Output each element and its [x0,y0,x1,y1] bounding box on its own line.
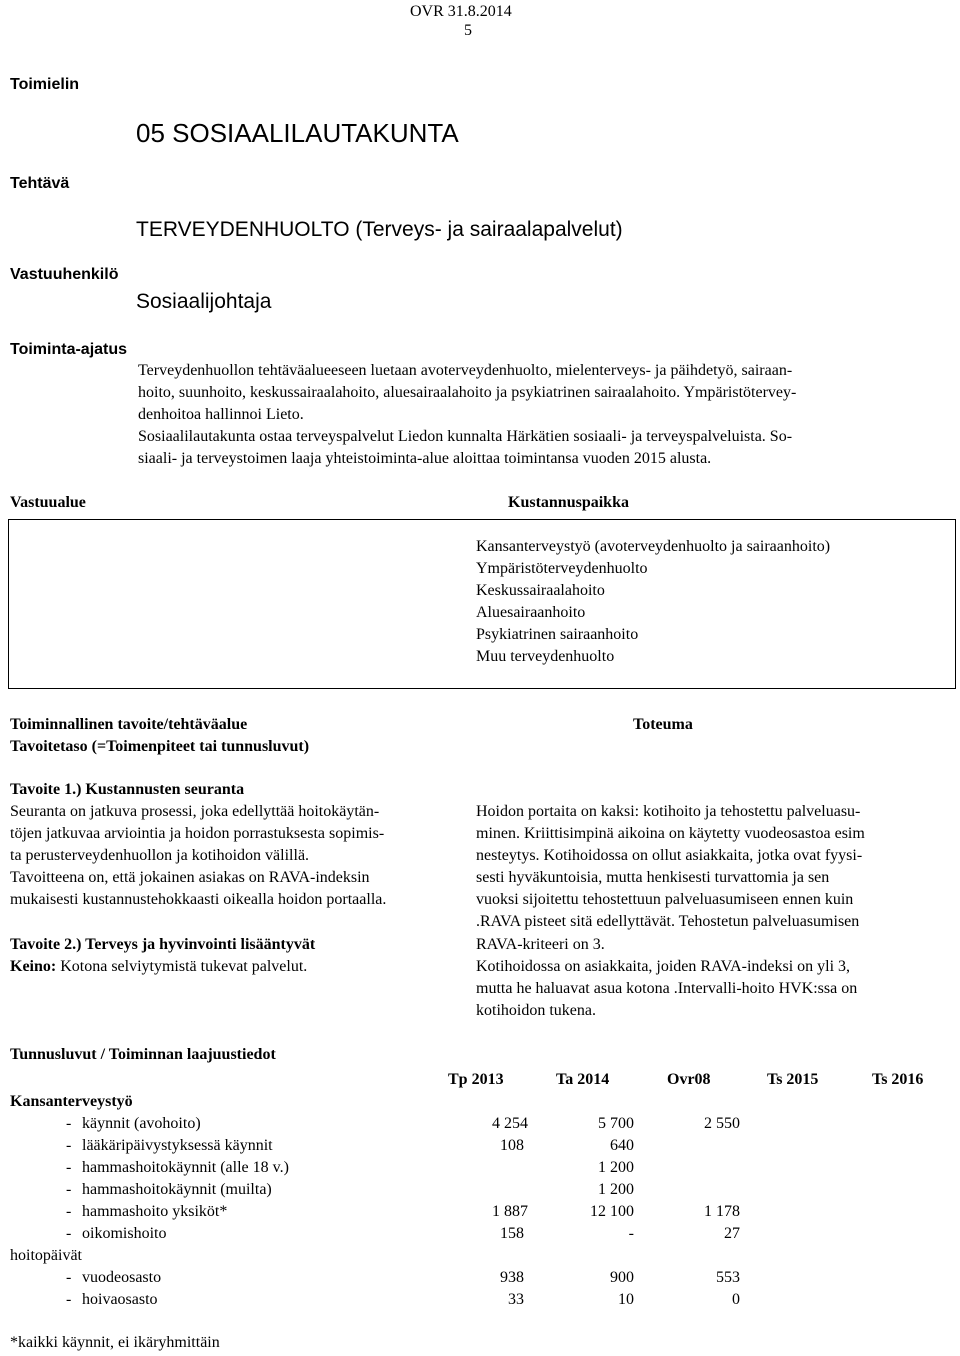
goal2-keino [10,958,307,976]
document-id: OVR 31.8.2014 [410,3,512,20]
column-header: Ts 2016 [872,1071,924,1088]
toimielin-value: 05 SOSIAALILAUTAKUNTA [136,118,459,148]
text-line: vuoksi sijoitettu tehostettuun palveluasumiseen ennen kuin [476,891,854,908]
row-bullet: - [66,1159,72,1176]
text-line: Hoidon portaita on kaksi: kotihoito ja tehostettu palveluasu- [476,803,861,820]
column-header: Tp 2013 [448,1071,504,1088]
row-label: hammashoitokäynnit (alle 18 v.) [82,1159,289,1176]
goals-subheading: Tavoitetaso (=Toimenpiteet tai tunnusluvut) [10,738,310,755]
cell-ta2014: - [628,1225,634,1242]
row-bullet: - [66,1225,72,1242]
vastuuhenkilo-label: Vastuuhenkilö [10,266,119,283]
text-line: Seuranta on jatkuva prosessi, joka edellyttää hoitokäytän- [10,803,380,820]
cell-ta2014: 900 [610,1269,634,1286]
cell-tp2013: 1 887 [492,1203,528,1220]
cell-ta2014: 1 200 [598,1159,634,1176]
cell-ta2014: 1 200 [598,1181,634,1198]
text-line: Terveydenhuollon tehtäväalueeseen luetaan avoterveydenhuolto, mielenterveys- ja päihdetyö, sairaan- [138,362,793,379]
list-item: Ympäristöterveydenhuolto [476,560,648,577]
row-label: hoivaosasto [82,1291,158,1308]
cell-ovr08: 27 [724,1225,740,1242]
keino-label: Keino: [10,958,57,975]
row-label: käynnit (avohoito) [82,1115,201,1132]
list-item: Aluesairaanhoito [476,604,586,621]
cell-ta2014: 640 [610,1137,634,1154]
toimielin-label: Toimielin [10,76,80,93]
text-line: minen. Kriittisimpinä aikoina on käytetty vuodeosastoa esim [476,825,865,842]
goal1-title: Tavoite 1.) Kustannusten seuranta [10,781,245,798]
text-line: Tavoitteena on, että jokainen asiakas on RAVA-indeksin [10,869,370,886]
footnote: *kaikki käynnit, ei ikäryhmittäin [10,1334,220,1351]
kustannuspaikka-heading: Kustannuspaikka [508,494,629,511]
row-bullet: - [66,1115,72,1132]
column-header: Ts 2015 [767,1071,819,1088]
text-line: ta perusterveydenhuollon ja kotihoidon välillä. [10,847,310,864]
text-line: Kotihoidossa on asiakkaita, joiden RAVA-indeksi on yli 3, [476,958,851,975]
row-label: hammashoitokäynnit (muilta) [82,1181,272,1198]
vastuualue-heading: Vastuualue [10,494,86,511]
text-line: kotihoidon tukena. [476,1002,596,1019]
list-item: Muu terveydenhuolto [476,648,615,665]
tehtava-label: Tehtävä [10,175,70,192]
stats-heading: Tunnusluvut / Toiminnan laajuustiedot [10,1046,276,1063]
cell-tp2013: 4 254 [492,1115,528,1132]
text-line: hoito, suunhoito, keskussairaalahoito, aluesairaalahoito ja psykiatrinen sairaalahoito. Ympäristötervey- [138,384,797,401]
cell-ta2014: 12 100 [590,1203,634,1220]
text-line: siaali- ja terveystoimen laaja yhteistoiminta-alue aloittaa toimintansa vuoden 2015 alusta. [138,450,712,467]
cell-tp2013: 938 [500,1269,524,1286]
column-header: Ovr08 [667,1071,711,1088]
keino-text: Kotona selviytymistä tukevat palvelut. [56,958,308,975]
group-heading: hoitopäivät [10,1247,82,1264]
cell-ta2014: 5 700 [598,1115,634,1132]
row-bullet: - [66,1291,72,1308]
row-bullet: - [66,1203,72,1220]
goals-heading: Toiminnallinen tavoite/tehtäväalue [10,716,248,733]
list-item: Kansanterveystyö (avoterveydenhuolto ja sairaanhoito) [476,538,831,555]
cell-tp2013: 33 [508,1291,524,1308]
list-item: Psykiatrinen sairaanhoito [476,626,639,643]
cell-ovr08: 0 [732,1291,740,1308]
text-line: nesteytys. Kotihoidossa on ollut asiakkaita, jotka ovat fyysi- [476,847,863,864]
row-label: oikomishoito [82,1225,167,1242]
text-line: sesti hyväkuntoisia, mutta henkisesti turvattomia ja sen [476,869,830,886]
cell-tp2013: 108 [500,1137,524,1154]
row-bullet: - [66,1269,72,1286]
text-line: Sosiaalilautakunta ostaa terveyspalvelut Liedon kunnalta Härkätien sosiaali- ja terveyspalveluista. So- [138,428,793,445]
cell-ovr08: 2 550 [704,1115,740,1132]
cell-ovr08: 553 [716,1269,740,1286]
text-line: denhoitoa hallinnoi Lieto. [138,406,304,423]
vastuuhenkilo-value: Sosiaalijohtaja [136,290,272,313]
goal2-title: Tavoite 2.) Terveys ja hyvinvointi lisääntyvät [10,936,316,953]
text-line: töjen jatkuvaa arviointia ja hoidon porrastuksesta sopimis- [10,825,385,842]
cell-tp2013: 158 [500,1225,524,1242]
toiminta-ajatus-label: Toiminta-ajatus [10,341,128,358]
column-header: Ta 2014 [556,1071,610,1088]
row-label: vuodeosasto [82,1269,162,1286]
row-label: hammashoito yksiköt* [82,1203,228,1220]
tehtava-value: TERVEYDENHUOLTO (Terveys- ja sairaalapalvelut) [136,218,623,241]
page-number: 5 [464,22,472,39]
cell-ovr08: 1 178 [704,1203,740,1220]
row-bullet: - [66,1137,72,1154]
cell-ta2014: 10 [618,1291,634,1308]
toteuma-heading: Toteuma [633,716,693,733]
group-heading: Kansanterveystyö [10,1093,133,1110]
text-line: RAVA-kriteeri on 3. [476,936,605,953]
text-line: mutta he haluavat asua kotona .Intervalli-hoito HVK:ssa on [476,980,858,997]
row-bullet: - [66,1181,72,1198]
list-item: Keskussairaalahoito [476,582,605,599]
text-line: mukaisesti kustannustehokkaasti oikealla hoidon portaalla. [10,891,387,908]
row-label: lääkäripäivystyksessä käynnit [82,1137,273,1154]
text-line: .RAVA pisteet sitä edellyttävät. Tehostetun palveluasumisen [476,913,860,930]
